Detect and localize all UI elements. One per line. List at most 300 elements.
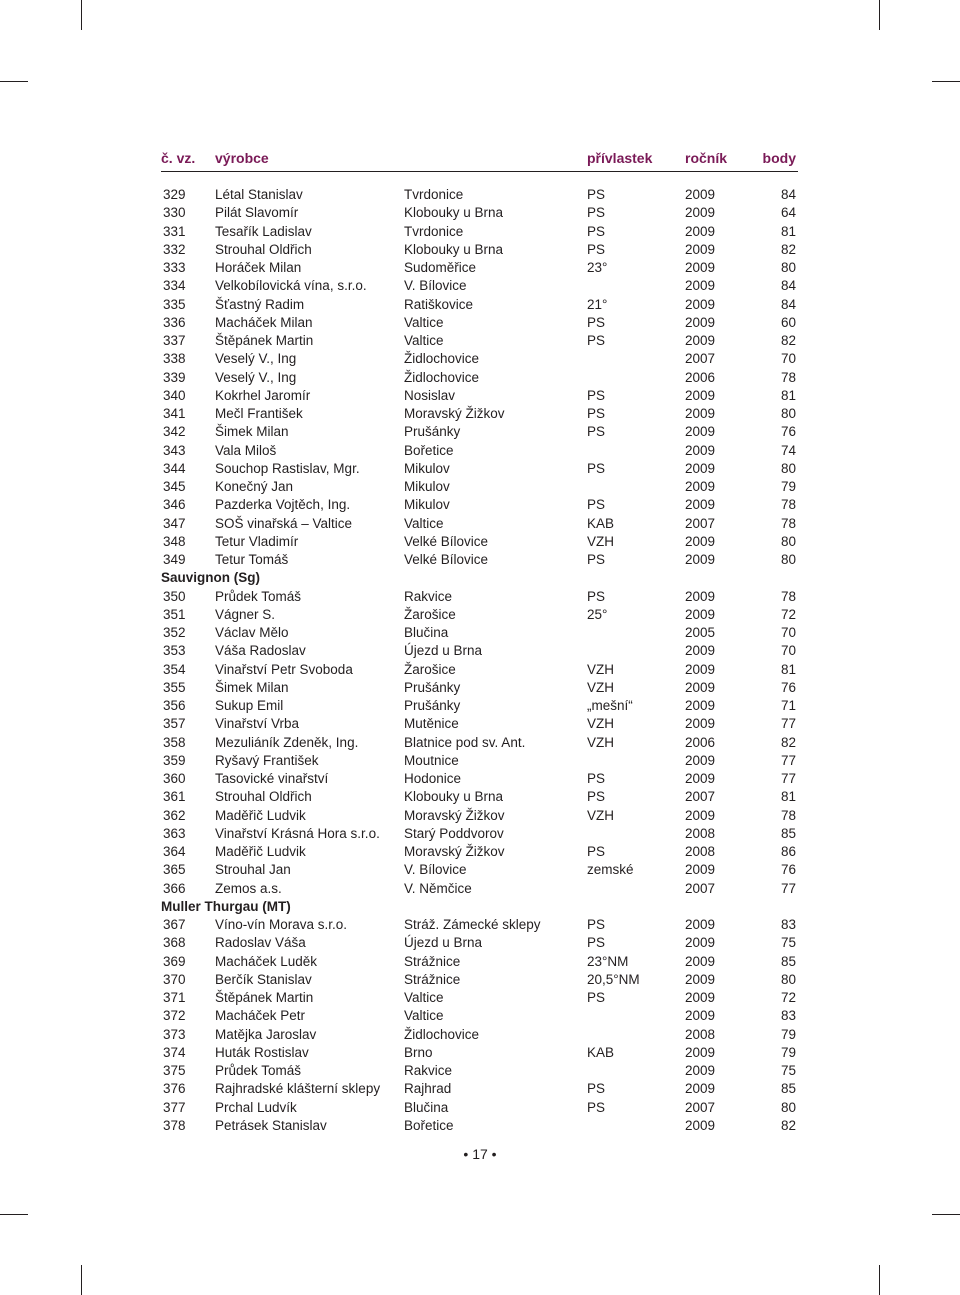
table-header (161, 148, 798, 168)
cell-place: V. Bílovice (404, 862, 467, 878)
cell-place: Blučina (404, 625, 449, 640)
cell-year: 2009 (685, 460, 716, 476)
cell-place: V. Němčice (404, 880, 472, 896)
table-row (161, 734, 798, 752)
cell-year: 2009 (685, 698, 716, 713)
cell-year: 2009 (685, 260, 716, 275)
cell-year: 2009 (685, 1063, 716, 1078)
table-row (161, 277, 798, 295)
table-row (161, 916, 798, 934)
section-c-rows (161, 916, 798, 1135)
cell-place: Velké Bílovice (404, 533, 489, 549)
cell-num: 343 (163, 442, 186, 458)
cell-place: Klobouky u Brna (404, 789, 504, 805)
cell-year: 2009 (685, 716, 716, 732)
cell-attr: VZH (587, 716, 614, 732)
crop-mark-left-bottom (0, 1214, 28, 1215)
cell-place: Blučina (404, 1099, 449, 1115)
cell-points: 78 (780, 497, 796, 513)
cell-points: 85 (780, 1081, 796, 1097)
table-row (161, 1062, 798, 1080)
cell-num: 376 (163, 1081, 186, 1097)
table-row (161, 661, 798, 679)
table-row (161, 405, 798, 423)
cell-place: Mutěnice (404, 716, 459, 732)
cell-place: Hodonice (404, 771, 462, 786)
cell-num: 377 (163, 1099, 186, 1115)
cell-producer: Veselý V., Ing (215, 351, 297, 367)
crop-mark-bottom-right (879, 1265, 880, 1295)
header-producer: výrobce (215, 150, 269, 166)
cell-producer: Radoslav Váša (215, 935, 306, 951)
cell-place: Blatnice pod sv. Ant. (404, 734, 526, 750)
cell-producer: Petrásek Stanislav (215, 1117, 327, 1133)
cell-year: 2008 (685, 844, 716, 859)
cell-attr: 25° (587, 606, 608, 622)
cell-place: Tvrdonice (404, 187, 464, 202)
cell-attr: PS (587, 387, 606, 403)
cell-producer: Štěpánek Martin (215, 990, 314, 1005)
cell-producer: Mezuliáník Zdeněk, Ing. (215, 734, 359, 750)
cell-num: 364 (163, 844, 186, 859)
cell-points: 80 (780, 552, 796, 567)
cell-attr: VZH (587, 661, 614, 677)
cell-place: Klobouky u Brna (404, 205, 504, 221)
cell-num: 344 (163, 460, 186, 476)
table-row (161, 606, 798, 624)
cell-num: 359 (163, 752, 186, 768)
cell-points: 84 (780, 187, 796, 202)
cell-year: 2009 (685, 406, 716, 421)
cell-year: 2009 (685, 990, 716, 1005)
cell-year: 2009 (685, 241, 716, 257)
cell-attr: VZH (587, 734, 614, 750)
cell-year: 2009 (685, 606, 716, 622)
cell-points: 81 (780, 387, 796, 403)
cell-attr: PS (587, 552, 606, 567)
cell-year: 2007 (685, 351, 716, 367)
cell-place: Mikulov (404, 460, 450, 476)
cell-attr: PS (587, 771, 606, 786)
cell-points: 79 (780, 479, 796, 494)
cell-points: 79 (780, 1026, 796, 1042)
cell-place: Prušánky (404, 679, 461, 695)
cell-place: Strážnice (404, 953, 461, 969)
cell-year: 2006 (685, 369, 716, 385)
cell-producer: Ryšavý František (215, 752, 319, 768)
header-points: body (762, 150, 796, 166)
cell-year: 2007 (685, 515, 716, 531)
cell-producer: Souchop Rastislav, Mgr. (215, 460, 360, 476)
cell-producer: Průdek Tomáš (215, 588, 302, 604)
cell-points: 75 (780, 935, 796, 951)
cell-place: Bořetice (404, 442, 454, 458)
cell-year: 2009 (685, 643, 716, 659)
table-row (161, 1117, 798, 1135)
cell-attr: VZH (587, 807, 614, 823)
cell-year: 2009 (685, 1008, 716, 1024)
cell-attr: VZH (587, 533, 614, 549)
crop-mark-right-top (932, 81, 960, 82)
cell-producer: Létal Stanislav (215, 187, 303, 202)
cell-producer: Zemos a.s. (215, 880, 282, 896)
cell-producer: SOŠ vinařská – Valtice (215, 515, 353, 531)
cell-points: 74 (780, 442, 796, 458)
cell-num: 369 (163, 953, 186, 969)
cell-num: 346 (163, 497, 186, 513)
cell-year: 2009 (685, 1117, 716, 1133)
cell-producer: Sukup Emil (215, 698, 284, 713)
cell-place: Mikulov (404, 479, 450, 494)
cell-num: 372 (163, 1008, 186, 1024)
cell-producer: Vágner S. (215, 606, 276, 622)
table-row (161, 1080, 798, 1098)
cell-points: 77 (780, 752, 796, 768)
table-row (161, 588, 798, 606)
cell-attr: 23° (587, 260, 608, 275)
cell-place: Ratiškovice (404, 296, 474, 312)
cell-place: Rakvice (404, 1063, 453, 1078)
cell-points: 86 (780, 844, 796, 859)
table-row (161, 715, 798, 733)
cell-points: 70 (780, 351, 796, 367)
cell-producer: Macháček Petr (215, 1008, 306, 1024)
cell-producer: Matějka Jaroslav (215, 1026, 317, 1042)
cell-place: Žarošice (404, 606, 456, 622)
cell-place: Újezd u Brna (404, 643, 483, 659)
cell-num: 335 (163, 296, 186, 312)
cell-points: 64 (780, 205, 796, 221)
cell-points: 70 (780, 625, 796, 640)
cell-num: 371 (163, 990, 186, 1005)
table-row (161, 624, 798, 642)
table-row (161, 241, 798, 259)
cell-num: 348 (163, 533, 186, 549)
cell-place: Valtice (404, 515, 444, 531)
cell-num: 336 (163, 314, 186, 330)
cell-num: 350 (163, 588, 186, 604)
cell-producer: Váša Radoslav (215, 643, 306, 659)
cell-num: 355 (163, 679, 186, 695)
cell-points: 78 (780, 807, 796, 823)
cell-attr: 21° (587, 296, 608, 312)
cell-points: 80 (780, 971, 796, 987)
cell-attr: PS (587, 935, 606, 951)
table-row (161, 679, 798, 697)
cell-producer: Rajhradské klášterní sklepy (215, 1081, 381, 1097)
cell-producer: Mečl František (215, 406, 303, 421)
header-divider (161, 171, 798, 172)
cell-attr: PS (587, 424, 606, 440)
cell-place: Žarošice (404, 661, 456, 677)
cell-producer: Pazderka Vojtěch, Ing. (215, 497, 351, 513)
cell-points: 77 (780, 880, 796, 896)
cell-num: 356 (163, 698, 186, 713)
cell-num: 341 (163, 406, 186, 421)
cell-producer: Kokrhel Jaromír (215, 387, 311, 403)
table-row (161, 423, 798, 441)
table-row (161, 880, 798, 898)
cell-producer: Vinařství Petr Svoboda (215, 661, 353, 677)
table-row (161, 989, 798, 1007)
cell-num: 368 (163, 935, 186, 951)
crop-mark-top-right (879, 0, 880, 30)
cell-producer: Macháček Milan (215, 314, 313, 330)
table-row (161, 186, 798, 204)
cell-points: 81 (780, 661, 796, 677)
cell-year: 2008 (685, 1026, 716, 1042)
table-row (161, 971, 798, 989)
cell-points: 82 (780, 1117, 796, 1133)
cell-year: 2007 (685, 880, 716, 896)
cell-points: 80 (780, 406, 796, 421)
cell-year: 2008 (685, 825, 716, 841)
cell-year: 2009 (685, 442, 716, 458)
cell-year: 2009 (685, 205, 716, 221)
cell-attr: PS (587, 497, 606, 513)
cell-place: Moravský Žižkov (404, 844, 505, 859)
cell-producer: Velkobílovická vína, s.r.o. (215, 278, 367, 294)
cell-year: 2009 (685, 588, 716, 604)
table-row (161, 296, 798, 314)
cell-year: 2009 (685, 424, 716, 440)
cell-producer: Tasovické vinařství (215, 771, 329, 786)
cell-num: 353 (163, 643, 186, 659)
cell-place: Sudoměřice (404, 260, 477, 275)
cell-num: 351 (163, 606, 186, 622)
cell-attr: 20,5°NM (587, 971, 640, 987)
cell-producer: Horáček Milan (215, 260, 302, 275)
cell-producer: Vinařství Krásná Hora s.r.o. (215, 825, 380, 841)
cell-points: 81 (780, 789, 796, 805)
cell-producer: Víno-vín Morava s.r.o. (215, 917, 348, 932)
cell-attr: PS (587, 205, 606, 221)
cell-num: 349 (163, 552, 186, 567)
cell-points: 85 (780, 825, 796, 841)
cell-num: 333 (163, 260, 186, 275)
table-row (161, 332, 798, 350)
table-row (161, 807, 798, 825)
cell-points: 78 (780, 369, 796, 385)
crop-mark-bottom-left (81, 1265, 82, 1295)
cell-num: 345 (163, 479, 186, 494)
cell-place: Židlochovice (404, 351, 480, 367)
cell-points: 70 (780, 643, 796, 659)
cell-points: 83 (780, 917, 796, 932)
cell-points: 79 (780, 1044, 796, 1060)
table-row (161, 369, 798, 387)
cell-year: 2009 (685, 333, 716, 348)
cell-place: Valtice (404, 333, 444, 348)
table-row (161, 204, 798, 222)
cell-points: 72 (780, 606, 796, 622)
cell-place: Strážnice (404, 971, 461, 987)
cell-attr: „mešní“ (587, 698, 633, 713)
cell-attr: PS (587, 223, 606, 239)
cell-place: Židlochovice (404, 1026, 480, 1042)
results-table (161, 148, 798, 1135)
cell-num: 330 (163, 205, 186, 221)
table-row (161, 515, 798, 533)
table-row (161, 1007, 798, 1025)
cell-place: Brno (404, 1044, 433, 1060)
cell-points: 71 (780, 698, 796, 713)
cell-attr: PS (587, 844, 606, 859)
cell-year: 2009 (685, 917, 716, 932)
cell-num: 373 (163, 1026, 186, 1042)
cell-num: 358 (163, 734, 186, 750)
cell-producer: Šimek Milan (215, 679, 289, 695)
table-row (161, 953, 798, 971)
cell-points: 80 (780, 260, 796, 275)
cell-place: Újezd u Brna (404, 935, 483, 951)
cell-attr: PS (587, 1099, 606, 1115)
cell-points: 82 (780, 241, 796, 257)
cell-producer: Huták Rostislav (215, 1044, 309, 1060)
cell-num: 331 (163, 223, 186, 239)
cell-year: 2009 (685, 479, 716, 494)
cell-place: Valtice (404, 1008, 444, 1024)
table-row (161, 442, 798, 460)
section-title-muller-thurgau: Muller Thurgau (MT) (161, 898, 291, 914)
cell-producer: Maděřič Ludvik (215, 844, 306, 859)
table-row (161, 533, 798, 551)
cell-points: 81 (780, 223, 796, 239)
cell-points: 80 (780, 533, 796, 549)
cell-num: 370 (163, 971, 186, 987)
cell-place: Moravský Žižkov (404, 406, 505, 421)
cell-producer: Tetur Tomáš (215, 552, 289, 567)
cell-year: 2007 (685, 789, 716, 805)
table-row (161, 934, 798, 952)
cell-attr: PS (587, 990, 606, 1005)
cell-place: Stráž. Zámecké sklepy (404, 917, 541, 932)
cell-place: Moutnice (404, 752, 459, 768)
cell-num: 342 (163, 424, 186, 440)
cell-points: 85 (780, 953, 796, 969)
cell-num: 360 (163, 771, 186, 786)
cell-num: 352 (163, 625, 186, 640)
cell-year: 2005 (685, 625, 716, 640)
cell-num: 367 (163, 917, 186, 932)
cell-year: 2009 (685, 296, 716, 312)
cell-points: 82 (780, 333, 796, 348)
cell-year: 2009 (685, 223, 716, 239)
cell-year: 2009 (685, 971, 716, 987)
cell-attr: PS (587, 314, 606, 330)
cell-year: 2009 (685, 1081, 716, 1097)
cell-num: 339 (163, 369, 186, 385)
cell-attr: PS (587, 406, 606, 421)
cell-place: Moravský Žižkov (404, 807, 505, 823)
cell-producer: Šťastný Radim (215, 296, 305, 312)
cell-points: 77 (780, 771, 796, 786)
table-row (161, 496, 798, 514)
section-a-rows (161, 186, 798, 569)
cell-attr: PS (587, 1081, 606, 1097)
cell-points: 75 (780, 1063, 796, 1078)
crop-mark-left-top (0, 81, 28, 82)
cell-year: 2007 (685, 1099, 716, 1115)
cell-points: 82 (780, 734, 796, 750)
cell-attr: PS (587, 917, 606, 932)
cell-num: 375 (163, 1063, 186, 1078)
cell-year: 2009 (685, 679, 716, 695)
table-row (161, 861, 798, 879)
cell-producer: Prchal Ludvík (215, 1099, 297, 1115)
cell-year: 2009 (685, 497, 716, 513)
header-year: ročník (685, 150, 728, 166)
table-row (161, 259, 798, 277)
cell-num: 361 (163, 789, 186, 805)
cell-attr: zemské (587, 862, 634, 878)
cell-place: Rajhrad (404, 1081, 452, 1097)
cell-points: 76 (780, 862, 796, 878)
cell-producer: Strouhal Jan (215, 862, 291, 878)
cell-year: 2009 (685, 314, 716, 330)
cell-points: 84 (780, 278, 796, 294)
cell-year: 2009 (685, 187, 716, 202)
cell-points: 76 (780, 679, 796, 695)
table-row (161, 697, 798, 715)
cell-producer: Strouhal Oldřich (215, 789, 312, 805)
cell-producer: Pilát Slavomír (215, 205, 299, 221)
cell-year: 2009 (685, 533, 716, 549)
table-row (161, 478, 798, 496)
cell-points: 72 (780, 990, 796, 1005)
cell-producer: Vala Miloš (215, 442, 277, 458)
cell-attr: PS (587, 333, 606, 348)
cell-place: V. Bílovice (404, 278, 467, 294)
cell-year: 2009 (685, 552, 716, 567)
table-row (161, 1099, 798, 1117)
cell-year: 2009 (685, 387, 716, 403)
cell-attr: KAB (587, 1044, 615, 1060)
cell-attr: VZH (587, 679, 614, 695)
cell-points: 80 (780, 460, 796, 476)
cell-year: 2009 (685, 1044, 716, 1060)
cell-place: Valtice (404, 990, 444, 1005)
cell-place: Tvrdonice (404, 223, 464, 239)
cell-place: Nosislav (404, 387, 456, 403)
cell-place: Prušánky (404, 424, 461, 440)
cell-place: Prušánky (404, 698, 461, 713)
cell-points: 76 (780, 424, 796, 440)
cell-num: 362 (163, 807, 186, 823)
cell-producer: Štěpánek Martin (215, 333, 314, 348)
cell-num: 329 (163, 187, 186, 202)
table-row (161, 642, 798, 660)
page-number: • 17 • (463, 1146, 497, 1162)
cell-place: Valtice (404, 314, 444, 330)
table-row (161, 551, 798, 569)
cell-attr: PS (587, 789, 606, 805)
cell-num: 347 (163, 515, 186, 531)
cell-place: Židlochovice (404, 369, 480, 385)
cell-points: 78 (780, 515, 796, 531)
header-num: č. vz. (161, 150, 196, 166)
cell-producer: Tesařík Ladislav (215, 223, 312, 239)
cell-producer: Václav Mělo (215, 625, 289, 640)
section-b-rows (161, 588, 798, 898)
cell-year: 2009 (685, 752, 716, 768)
cell-year: 2009 (685, 935, 716, 951)
cell-points: 77 (780, 716, 796, 732)
table-row (161, 223, 798, 241)
cell-points: 84 (780, 296, 796, 312)
cell-place: Bořetice (404, 1117, 454, 1133)
cell-attr: PS (587, 187, 606, 202)
